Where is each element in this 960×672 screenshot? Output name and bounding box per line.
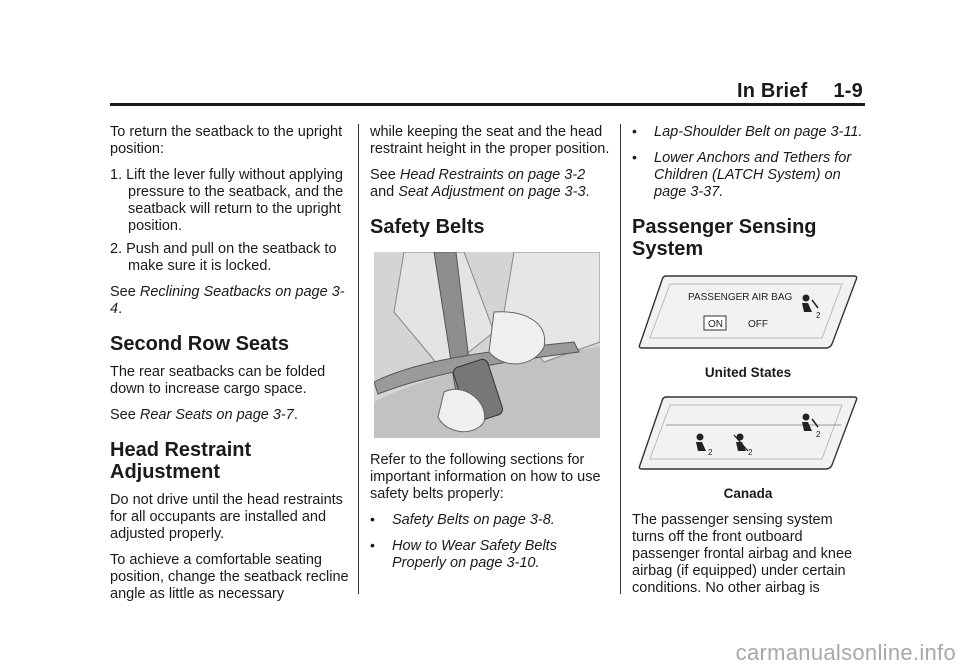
caption-united-states: United States — [704, 365, 792, 380]
latch-ref-link[interactable]: • Lower Anchors and Tethers for Children (LATCH System) on page 3-37. — [632, 150, 864, 201]
step-2: 2. Push and pull on the seatback to make sure it is locked. — [110, 241, 337, 274]
reclining-ref-link[interactable]: Reclining Seatbacks on page 3-4 — [110, 284, 345, 317]
heading-head-restraint: Head Restraint Adjustment — [110, 439, 252, 483]
heading-passenger-sensing: Passenger Sensing System — [632, 216, 817, 260]
svg-text:2: 2 — [816, 311, 821, 320]
off-indicator: OFF — [748, 319, 768, 330]
step-1: 1. Lift the lever fully without applying pressure to the seatback, and the seatback will return to the upright position. — [110, 167, 344, 234]
watermark: carmanualsonline.info — [735, 640, 956, 665]
safety-belt-illustration — [374, 252, 600, 438]
seat-adjustment-ref-link[interactable]: Seat Adjustment on page 3-3 — [398, 184, 586, 200]
us-airbag-status-panel — [636, 274, 860, 350]
continued-text: while keeping the seat and the head restraint height in the proper position. — [370, 124, 610, 157]
safety-belts-ref-link[interactable]: • Safety Belts on page 3-8. — [370, 512, 610, 529]
on-indicator: ON — [708, 319, 723, 330]
column-2 — [370, 124, 610, 581]
second-row-text: The rear seatbacks can be folded down to increase cargo space. — [110, 364, 326, 397]
column-divider-1 — [358, 124, 359, 594]
header-title: In Brief — [736, 80, 808, 102]
heading-second-row: Second Row Seats — [110, 333, 289, 355]
heading-safety-belts: Safety Belts — [370, 216, 485, 238]
svg-text:2: 2 — [748, 448, 753, 457]
svg-text:2: 2 — [816, 430, 821, 439]
column-divider-2 — [620, 124, 621, 594]
see-rear-seats: See Rear Seats on page 3-7. — [110, 407, 298, 423]
how-to-wear-ref-link[interactable]: • How to Wear Safety Belts Properly on page 3-10. — [370, 538, 610, 572]
column-1 — [110, 124, 350, 612]
panel-title: PASSENGER AIR BAG — [688, 292, 793, 303]
rear-seats-ref-link[interactable]: Rear Seats on page 3-7 — [139, 407, 294, 423]
svg-text:2: 2 — [708, 448, 713, 457]
head-restraints-ref-link[interactable]: Head Restraints on page 3-2 — [399, 167, 586, 183]
head-restraint-p2: To achieve a comfortable seating position, change the seatback recline angle as little as necessary — [110, 552, 349, 602]
see-reclining: See Reclining Seatbacks on page 3-4. — [110, 284, 345, 317]
head-restraint-p1: Do not drive until the head restraints for all occupants are installed and adjusted properly. — [110, 492, 343, 542]
caption-canada: Canada — [723, 486, 773, 501]
refer-text: Refer to the following sections for important information on how to use safety belts properly: — [370, 452, 601, 502]
steps-list — [110, 167, 350, 275]
passenger-sensing-body: The passenger sensing system turns off the front outboard passenger frontal airbag and knee airbag (if equipped) under certain conditions. No other airbag is — [632, 512, 853, 596]
page-header — [737, 80, 863, 103]
header-rule — [110, 103, 865, 106]
column-3 — [632, 124, 864, 606]
lap-shoulder-ref-link[interactable]: • Lap-Shoulder Belt on page 3-11. — [632, 124, 864, 141]
see-head-restraints: See Head Restraints on page 3-2 and Seat Adjustment on page 3-3. — [370, 167, 590, 200]
intro-text: To return the seatback to the upright position: — [110, 124, 343, 157]
safety-bullets — [370, 512, 610, 572]
page-number: 1-9 — [833, 80, 863, 102]
belt-bullets — [632, 124, 864, 201]
canada-airbag-status-panel — [636, 395, 860, 471]
